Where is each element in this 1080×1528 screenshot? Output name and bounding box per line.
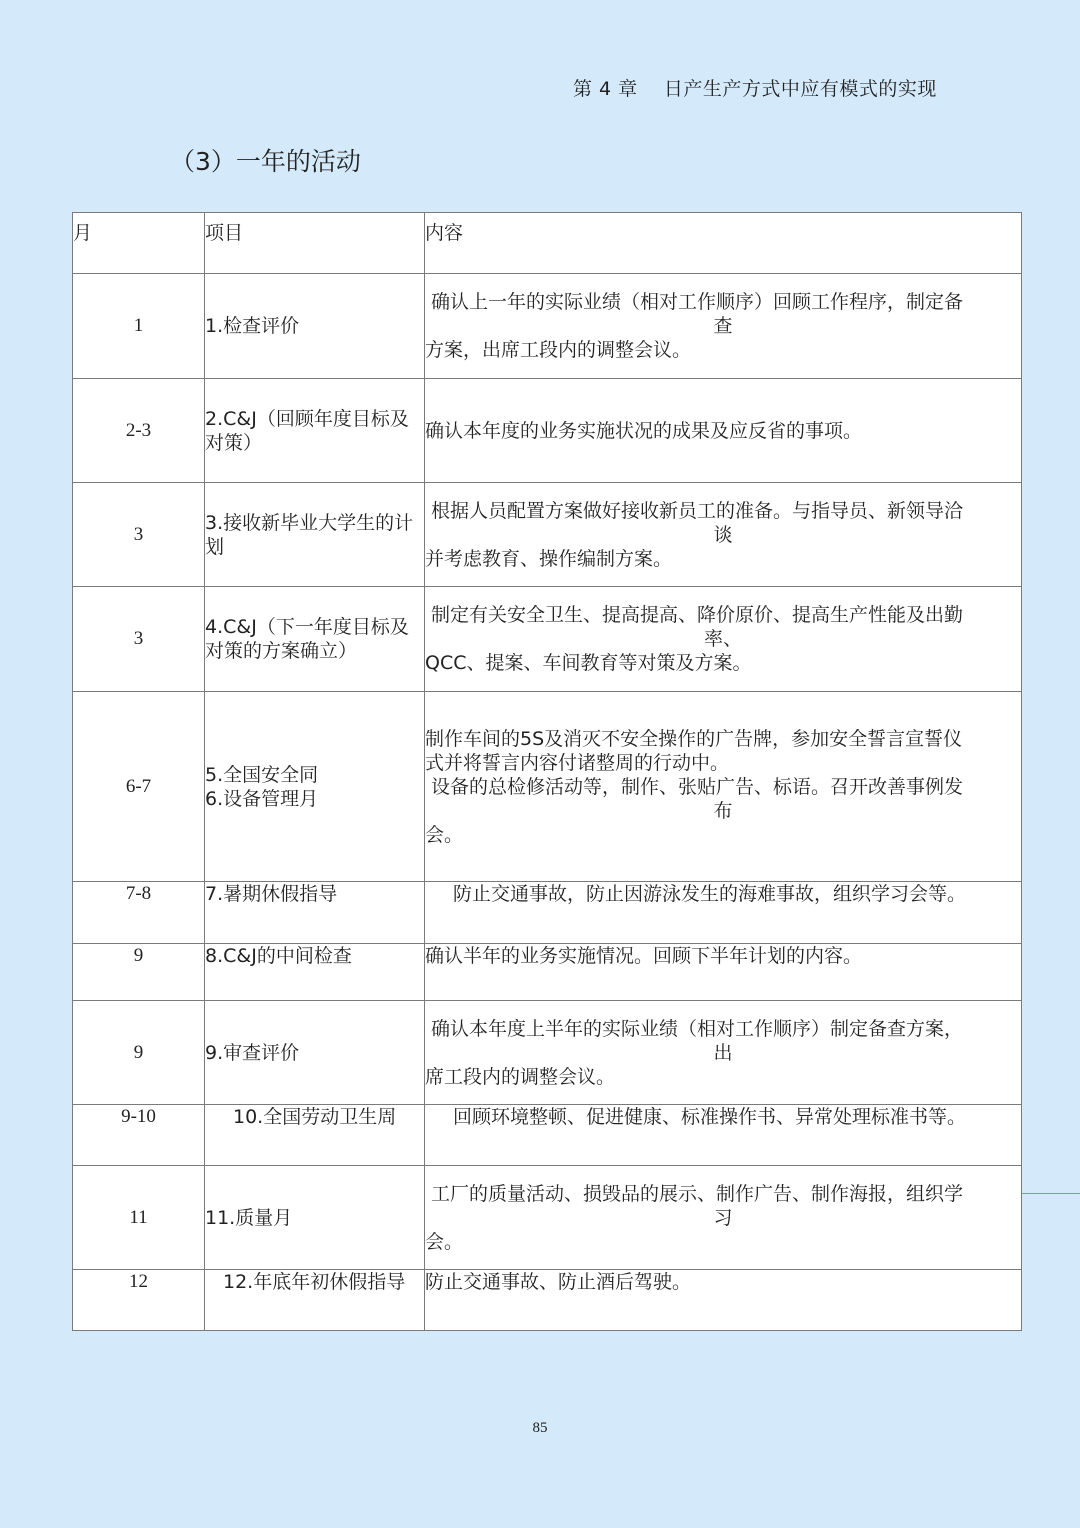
table-row bbox=[73, 692, 1022, 882]
table-row bbox=[73, 587, 1022, 692]
item-cell: 2.C&J（回顾年度目标及对策） bbox=[205, 379, 425, 483]
content-cell bbox=[425, 1270, 1022, 1331]
month-cell: 9-10 bbox=[73, 1105, 205, 1166]
content-line: 确认本年度的业务实施状况的成果及应反省的事项。 bbox=[425, 419, 863, 442]
table-row bbox=[73, 944, 1022, 1001]
content-line: 谈 bbox=[713, 523, 733, 546]
content-line: 制定有关安全卫生、提高提高、降价原价、提高生产性能及出勤 bbox=[431, 604, 964, 626]
content-cell bbox=[425, 274, 1022, 379]
table-row bbox=[73, 882, 1022, 944]
section-title: （3）一年的活动 bbox=[170, 147, 361, 176]
content-line: 会。 bbox=[425, 823, 464, 846]
content-cell bbox=[425, 692, 1022, 882]
chapter-number: 第 4 章 bbox=[573, 78, 638, 100]
content-cell bbox=[425, 483, 1022, 587]
content-line: 确认半年的业务实施情况。回顾下半年计划的内容。 bbox=[425, 945, 863, 967]
content-line: 制作车间的5S及消灭不安全操作的广告牌，参加安全誓言宣誓仪 bbox=[425, 727, 963, 750]
content-line: 出 bbox=[713, 1041, 733, 1064]
content-line: 方案，出席工段内的调整会议。 bbox=[425, 339, 692, 361]
content-cell bbox=[425, 882, 1022, 944]
item-cell: 1.检查评价 bbox=[205, 274, 425, 379]
content-line: 布 bbox=[713, 799, 733, 822]
annual-activity-table bbox=[72, 212, 1022, 1331]
chapter-title: 日产生产方式中应有模式的实现 bbox=[663, 78, 937, 100]
table-row bbox=[73, 1105, 1022, 1166]
content-cell bbox=[425, 1166, 1022, 1270]
header-content: 内容 bbox=[425, 213, 1022, 274]
content-line: 根据人员配置方案做好接收新员工的准备。与指导员、新领导洽 bbox=[431, 499, 964, 522]
content-line: 确认本年度上半年的实际业绩（相对工作顺序）制定备查方案， bbox=[431, 1017, 964, 1040]
content-line: 确认上一年的实际业绩（相对工作顺序）回顾工作程序，制定备 bbox=[431, 291, 964, 313]
content-line: 回顾环境整顿、促进健康、标准操作书、异常处理标准书等。 bbox=[453, 1106, 967, 1128]
month-cell: 3 bbox=[73, 587, 205, 692]
content-line: 设备的总检修活动等，制作、张贴广告、标语。召开改善事例发 bbox=[431, 775, 964, 798]
content-line: 工厂的质量活动、损毁品的展示、制作广告、制作海报，组织学 bbox=[431, 1182, 964, 1205]
content-cell bbox=[425, 944, 1022, 1001]
decorative-line bbox=[1021, 1193, 1080, 1194]
item-cell: 4.C&J（下一年度目标及对策的方案确立） bbox=[205, 587, 425, 692]
table-header-row bbox=[73, 213, 1022, 274]
content-cell bbox=[425, 1105, 1022, 1166]
item-cell: 11.质量月 bbox=[205, 1166, 425, 1270]
content-line: 防止交通事故、防止酒后驾驶。 bbox=[425, 1271, 692, 1293]
content-line: 防止交通事故，防止因游泳发生的海难事故，组织学习会等。 bbox=[453, 883, 967, 905]
month-cell: 12 bbox=[73, 1270, 205, 1331]
page-number: 85 bbox=[532, 1420, 548, 1436]
content-line: 会。 bbox=[425, 1230, 464, 1253]
table-row bbox=[73, 379, 1022, 483]
month-cell: 6-7 bbox=[73, 692, 205, 882]
month-cell: 1 bbox=[73, 274, 205, 379]
month-cell: 11 bbox=[73, 1166, 205, 1270]
month-cell: 9 bbox=[73, 1001, 205, 1105]
item-cell: 12.年底年初休假指导 bbox=[205, 1270, 425, 1331]
content-cell bbox=[425, 1001, 1022, 1105]
table-row bbox=[73, 1270, 1022, 1331]
table-row bbox=[73, 483, 1022, 587]
content-cell bbox=[425, 587, 1022, 692]
month-cell: 2-3 bbox=[73, 379, 205, 483]
running-header bbox=[573, 74, 937, 101]
content-line: 率、 bbox=[703, 628, 742, 650]
item-cell: 3.接收新毕业大学生的计划 bbox=[205, 483, 425, 587]
table-row bbox=[73, 1001, 1022, 1105]
item-cell: 7.暑期休假指导 bbox=[205, 882, 425, 944]
table-row bbox=[73, 274, 1022, 379]
item-cell: 5.全国安全同 6.设备管理月 bbox=[205, 692, 425, 882]
month-cell: 9 bbox=[73, 944, 205, 1001]
header-month: 月 bbox=[73, 213, 205, 274]
content-line: 查 bbox=[713, 315, 733, 337]
content-cell bbox=[425, 379, 1022, 483]
table-row bbox=[73, 1166, 1022, 1270]
content-line: 习 bbox=[713, 1206, 733, 1229]
content-line: 式并将誓言内容付诸整周的行动中。 bbox=[425, 751, 730, 774]
header-item: 项目 bbox=[205, 213, 425, 274]
item-cell: 8.C&J的中间检查 bbox=[205, 944, 425, 1001]
month-cell: 3 bbox=[73, 483, 205, 587]
month-cell: 7-8 bbox=[73, 882, 205, 944]
content-line: QCC、提案、车间教育等对策及方案。 bbox=[425, 652, 752, 674]
content-line: 并考虑教育、操作编制方案。 bbox=[425, 547, 673, 570]
content-line: 席工段内的调整会议。 bbox=[425, 1065, 616, 1088]
item-cell: 9.审查评价 bbox=[205, 1001, 425, 1105]
item-cell: 10.全国劳动卫生周 bbox=[205, 1105, 425, 1166]
